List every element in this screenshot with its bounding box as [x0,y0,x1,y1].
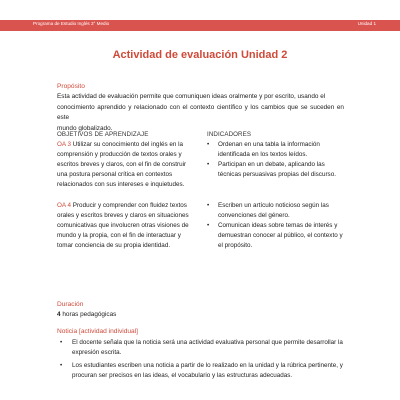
noticia-list [60,338,350,381]
noticia-item [60,361,350,381]
indicator-item [207,221,347,251]
duracion-heading: Duración [57,301,84,308]
indicator-line: demuestran conocer al público, el contexto y [218,232,343,239]
indicator-line: convenciones del género. [218,212,290,219]
indicator-item [207,201,347,221]
oa-code: OA 3 [57,141,72,148]
oa-line: orales y escritos breves y claros en situaciones [57,212,189,219]
oa-text: Utilizar su conocimiento del inglés en la [71,141,184,148]
proposito-line: mundo globalizado. [57,124,113,132]
oa-line: comunicativas que involucren otras visiones de [57,222,189,229]
noticia-heading: Noticia [actividad individual] [57,328,138,335]
indicators-list [207,140,347,180]
oa-item [57,201,197,251]
oa-line [57,201,197,211]
oa-code: OA 4 [57,202,72,209]
noticia-line: expresión escrita. [72,349,122,356]
indicator-line: • Ordenan en una tabla la información [218,141,320,148]
oa-line: una postura personal crítica en contextos [57,171,173,178]
proposito-heading: Propósito [57,83,85,90]
noticia-line: • El docente señala que la noticia será una actividad evaluativa personal que permite desarrollar la [72,339,343,346]
oa-line [57,140,197,150]
unit-label: Unidad 1 [357,21,376,26]
indicator-line: técnicas persuasivas propias del discurso. [218,171,336,178]
oa-line: mundo y la propia, con el fin de interactuar y [57,232,181,239]
noticia-line: • Los estudiantes escriben una noticia a partir de lo realizado en la unidad y la rúbrica pertinente, y [72,362,343,369]
hours-text: horas pedagógicas [60,311,117,318]
proposito-line: Esta actividad de evaluación permite que comuniquen ideas oralmente y por escrito, usando el [57,93,326,100]
oa-line: escritos breves y claros, con el fin de construir [57,161,187,168]
proposito-text [57,92,344,134]
duration-value [57,311,116,318]
indicators-list [207,201,347,251]
indicator-line: • Escriben un artículo noticioso según las [218,202,329,209]
page-title: Actividad de evaluación Unidad 2 [112,49,288,61]
indicator-line: el propósito. [218,242,253,249]
header-bar [0,20,400,31]
indicator-line: identificada en los textos leídos. [218,151,308,158]
noticia-line: procuran ser precisos en las ideas, el vocabulario y las estructuras adecuadas. [72,372,293,379]
indicator-item [207,160,347,180]
oa-line: tomar conciencia de su propia identidad. [57,242,171,249]
indicator-line: • Comunican ideas sobre temas de interés y [218,222,338,229]
indicator-line: • Participan en un debate, aplicando las [218,161,325,168]
indicators-column-heading: INDICADORES [207,131,252,138]
oa-text: Producir y comprender con fluidez textos [71,202,187,209]
noticia-item [60,338,350,358]
proposito-line: conocimiento aprendido y relacionado con el contexto científico y los cambios que se suceden en este [57,103,344,121]
oa-item [57,140,197,190]
indicator-item [207,140,347,160]
hours-number: 4 [57,311,61,318]
oa-column-heading: OBJETIVOS DE APRENDIZAJE [57,131,149,138]
program-name: Programa de Estudio Inglés 3° Medio [33,21,110,26]
oa-line: relacionados con sus intereses e inquietudes. [57,181,185,188]
oa-line: comprensión y producción de textos orales y [57,151,182,158]
